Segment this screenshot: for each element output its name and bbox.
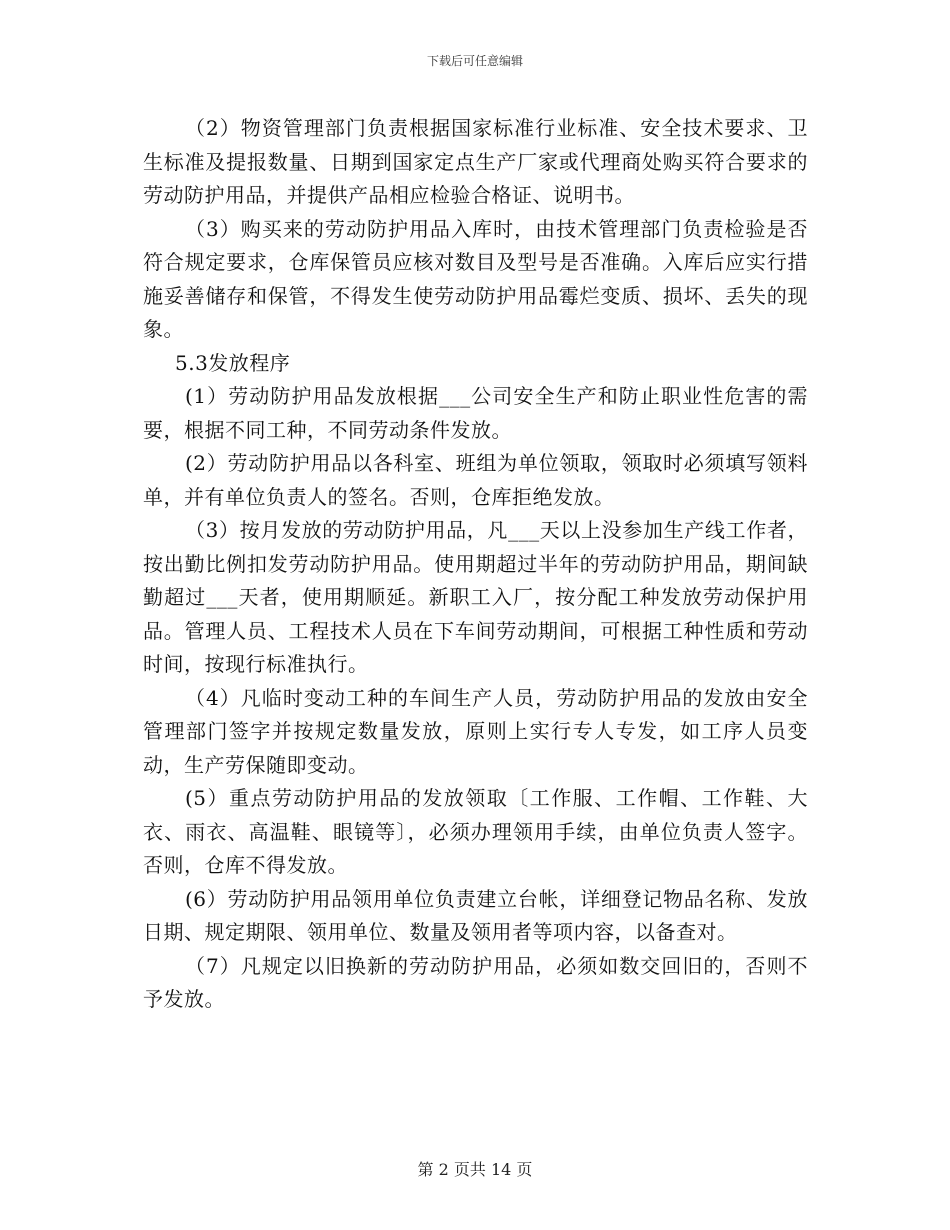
paragraph-issue-2: (2）劳动防护用品以各科室、班组为单位领取，领取时必须填写领料单，并有单位负责人的签名。否则，仓库拒绝发放。 — [143, 451, 808, 509]
section-heading-5-3: 5.3发放程序 — [175, 350, 291, 375]
paragraph-issue-5: (5）重点劳动防护用品的发放领取〔工作服、工作帽、工作鞋、大衣、雨衣、高温鞋、眼镜等〕，必须办理领用手续，由单位负责人签字。否则，仓库不得发放。 — [143, 786, 808, 877]
page-number-footer: 第 2 页共 14 页 — [417, 1160, 533, 1179]
paragraph-issue-7: （7）凡规定以旧换新的劳动防护用品，必须如数交回旧的，否则不予发放。 — [143, 953, 808, 1011]
paragraph-issue-3: （3）按月发放的劳动防护用品，凡___天以上没参加生产线工作者，按出勤比例扣发劳动防护用品。使用期超过半年的劳动防护用品，期间缺勤超过___天者，使用期顺延。新职工入厂，按分配工种发放劳动保护用品。管理人员、工程技术人员在下车间劳动期间，可根据工种性质和劳动时间，按现行标准执行。 — [143, 518, 808, 676]
paragraph-issue-4: （4）凡临时变动工种的车间生产人员，劳动防护用品的发放由安全管理部门签字并按规定数量发放，原则上实行专人专发，如工序人员变动，生产劳保随即变动。 — [143, 685, 808, 777]
paragraph-2-procurement: （2）物资管理部门负责根据国家标准行业标准、安全技术要求、卫生标准及提报数量、日期到国家定点生产厂家或代理商处购买符合要求的劳动防护用品，并提供产品相应检验合格证、说明书。 — [143, 116, 808, 207]
document-body — [143, 112, 808, 1017]
paragraph-issue-6: (6）劳动防护用品领用单位负责建立台帐，详细登记物品名称、发放日期、规定期限、领用单位、数量及领用者等项内容，以备查对。 — [143, 886, 808, 944]
paragraph-3-warehousing: （3）购买来的劳动防护用品入库时，由技术管理部门负责检验是否符合规定要求，仓库保管员应核对数目及型号是否准确。入库后应实行措施妥善储存和保管，不得发生使劳动防护用品霉烂变质、损坏、丢失的现象。 — [143, 216, 808, 341]
page-header: 下载后可任意编辑 — [426, 54, 523, 68]
paragraph-issue-1: (1）劳动防护用品发放根据___公司安全生产和防止职业性危害的需要，根据不同工种，不同劳动条件发放。 — [143, 384, 808, 442]
